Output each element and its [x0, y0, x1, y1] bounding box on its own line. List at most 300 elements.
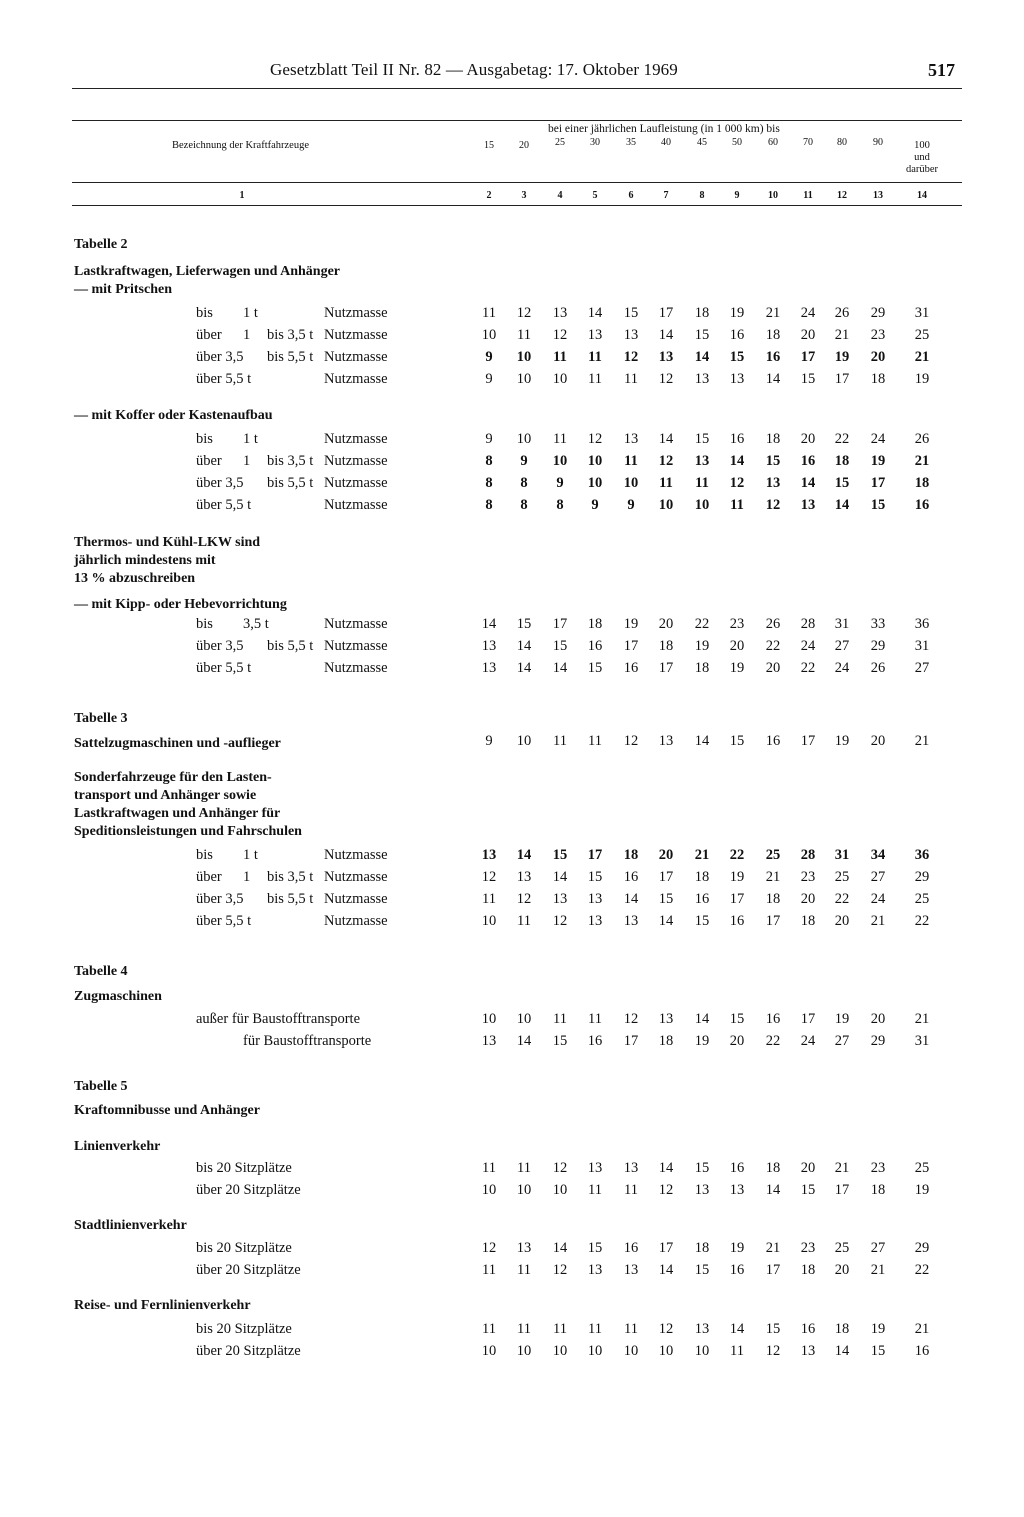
rate-cell: 11	[588, 1182, 602, 1198]
table-row	[0, 913, 1024, 933]
header-rule	[72, 88, 962, 89]
rate-cell: 10	[516, 1011, 532, 1027]
rate-cell: 10	[516, 1182, 532, 1198]
row-label-part: Nutzmasse	[324, 497, 388, 513]
row-label-part: über 3,5	[196, 638, 244, 654]
rate-cell: 29	[870, 1033, 886, 1049]
row-label-part: bis 5,5 t	[267, 475, 314, 491]
rate-cell: 10	[552, 1343, 568, 1359]
rate-cell: 9	[520, 453, 528, 469]
note-line: jährlich mindestens mit	[74, 553, 216, 568]
rate-cell: 18	[800, 913, 816, 929]
rate-cell: 10	[481, 913, 497, 929]
section-title: Lastkraftwagen und Anhänger für	[74, 806, 281, 821]
rate-cell: 22	[800, 660, 816, 676]
note-line: Thermos- und Kühl-LKW sind	[74, 535, 261, 550]
rate-cell: 11	[624, 453, 638, 469]
rate-cell: 11	[730, 497, 744, 513]
table-row	[0, 616, 1024, 636]
rate-cell: 25	[914, 1160, 930, 1176]
rate-cell: 15	[587, 1240, 603, 1256]
rate-cell: 24	[870, 891, 886, 907]
rate-cell: 16	[914, 497, 930, 513]
label-column-header: Bezeichnung der Kraftfahrzeuge	[172, 140, 310, 151]
rate-cell: 24	[800, 638, 816, 654]
rate-cell: 18	[914, 475, 930, 491]
section-title: Zugmaschinen	[74, 989, 162, 1004]
rate-cell: 17	[800, 349, 816, 365]
column-number: 9	[734, 190, 740, 201]
table-row	[0, 1033, 1024, 1053]
section-title: Lastkraftwagen, Lieferwagen und Anhänger	[74, 264, 341, 279]
rate-cell: 14	[552, 1240, 568, 1256]
rate-cell: 12	[623, 349, 639, 365]
rate-cell: 9	[485, 733, 493, 749]
rate-cell: 8	[485, 497, 493, 513]
section-title: transport und Anhänger sowie	[74, 788, 257, 803]
table-row	[0, 733, 1024, 753]
rate-cell: 10	[552, 1182, 568, 1198]
rate-cell: 17	[765, 1262, 781, 1278]
mileage-bin: 40	[661, 137, 671, 148]
rate-cell: 31	[834, 847, 850, 863]
rate-cell: 15	[552, 638, 568, 654]
rate-cell: 15	[729, 733, 745, 749]
row-label-part: über 3,5	[196, 349, 244, 365]
rate-cell: 11	[553, 1011, 567, 1027]
rate-cell: 22	[694, 616, 710, 632]
rate-cell: 10	[516, 349, 532, 365]
rate-cell: 15	[870, 497, 886, 513]
rate-cell: 13	[623, 431, 639, 447]
column-number: 4	[557, 190, 563, 201]
rate-cell: 22	[834, 431, 850, 447]
rate-cell: 25	[914, 891, 930, 907]
rate-cell: 13	[587, 327, 603, 343]
rate-cell: 13	[623, 1262, 639, 1278]
rate-cell: 12	[552, 913, 568, 929]
rate-cell: 15	[694, 913, 710, 929]
rate-cell: 13	[516, 1240, 532, 1256]
rate-cell: 13	[694, 1182, 710, 1198]
rate-cell: 16	[623, 660, 639, 676]
table-row	[0, 638, 1024, 658]
rate-cell: 10	[587, 453, 603, 469]
rate-cell: 17	[658, 1240, 674, 1256]
row-label-part: über 5,5 t	[196, 660, 252, 676]
rate-cell: 18	[694, 869, 710, 885]
rate-cell: 13	[481, 638, 497, 654]
rate-cell: 20	[834, 1262, 850, 1278]
rate-cell: 13	[516, 869, 532, 885]
rate-cell: 15	[765, 453, 781, 469]
rate-cell: 20	[834, 913, 850, 929]
rate-cell: 21	[834, 1160, 850, 1176]
rate-cell: 18	[694, 1240, 710, 1256]
rate-cell: 12	[765, 1343, 781, 1359]
table-row	[0, 1343, 1024, 1363]
column-number: 6	[628, 190, 634, 201]
rate-cell: 22	[914, 1262, 930, 1278]
row-label-part: über 5,5 t	[196, 497, 252, 513]
section-title: Sonderfahrzeuge für den Lasten-	[74, 770, 272, 785]
rate-cell: 19	[729, 660, 745, 676]
rate-cell: 13	[729, 1182, 745, 1198]
rate-cell: 15	[834, 475, 850, 491]
rate-cell: 11	[482, 305, 496, 321]
rate-cell: 16	[623, 1240, 639, 1256]
rate-cell: 13	[729, 371, 745, 387]
row-label-part: Nutzmasse	[324, 913, 388, 929]
row-label-part: bis 5,5 t	[267, 891, 314, 907]
row-label-part: 3,5 t	[243, 616, 269, 632]
rate-cell: 19	[729, 869, 745, 885]
rate-cell: 19	[914, 371, 930, 387]
column-number: 7	[663, 190, 669, 201]
rate-cell: 27	[870, 1240, 886, 1256]
subsection-title: Linienverkehr	[74, 1139, 161, 1154]
rate-cell: 12	[587, 431, 603, 447]
subsection-title: Reise- und Fernlinienverkehr	[74, 1298, 251, 1313]
rate-cell: 21	[914, 1011, 930, 1027]
rate-cell: 13	[481, 660, 497, 676]
table-row	[0, 847, 1024, 867]
rate-cell: 18	[694, 660, 710, 676]
table-row	[0, 371, 1024, 391]
note-line: 13 % abzuschreiben	[74, 571, 196, 586]
subsection-title: Stadtlinienverkehr	[74, 1218, 187, 1233]
rate-cell: 14	[694, 349, 710, 365]
rate-cell: 14	[658, 913, 674, 929]
section-title: Sattelzugmaschinen und -auflieger	[74, 736, 281, 751]
rate-cell: 12	[623, 733, 639, 749]
rate-cell: 11	[624, 371, 638, 387]
rate-cell: 12	[623, 1011, 639, 1027]
column-number: 3	[521, 190, 527, 201]
table-row	[0, 869, 1024, 889]
rate-cell: 25	[765, 847, 781, 863]
rate-cell: 13	[552, 891, 568, 907]
rate-cell: 17	[658, 305, 674, 321]
row-label-part: über 3,5	[196, 891, 244, 907]
column-number: 8	[699, 190, 705, 201]
rate-cell: 17	[834, 371, 850, 387]
table-row	[0, 431, 1024, 451]
rate-cell: 11	[553, 349, 567, 365]
rate-cell: 26	[870, 660, 886, 676]
rate-cell: 11	[517, 913, 531, 929]
rate-cell: 16	[800, 1321, 816, 1337]
row-label-part: Nutzmasse	[324, 327, 388, 343]
section-title: Kraftomnibusse und Anhänger	[74, 1103, 260, 1118]
rate-cell: 17	[658, 660, 674, 676]
rate-cell: 11	[588, 1321, 602, 1337]
rate-cell: 12	[481, 1240, 497, 1256]
rate-cell: 22	[765, 638, 781, 654]
rate-cell: 19	[870, 1321, 886, 1337]
rate-cell: 15	[623, 305, 639, 321]
row-label: bis 20 Sitzplätze	[196, 1160, 292, 1176]
rate-cell: 28	[800, 847, 816, 863]
rate-cell: 11	[588, 733, 602, 749]
rate-cell: 17	[834, 1182, 850, 1198]
rate-cell: 15	[516, 616, 532, 632]
row-label-part: über 5,5 t	[196, 371, 252, 387]
table-row	[0, 660, 1024, 680]
rate-cell: 8	[485, 453, 493, 469]
rate-cell: 9	[485, 349, 493, 365]
rate-cell: 10	[516, 371, 532, 387]
rate-cell: 11	[482, 1321, 496, 1337]
row-label-part: über	[196, 327, 222, 343]
rate-cell: 13	[694, 371, 710, 387]
rate-cell: 9	[627, 497, 635, 513]
rate-cell: 14	[765, 371, 781, 387]
rate-cell: 14	[516, 847, 532, 863]
rate-cell: 18	[658, 1033, 674, 1049]
mileage-bin: 50	[732, 137, 742, 148]
rate-cell: 11	[588, 1011, 602, 1027]
rate-cell: 14	[516, 660, 532, 676]
rate-cell: 21	[870, 1262, 886, 1278]
table-heading: Tabelle 4	[74, 964, 128, 979]
rate-cell: 12	[765, 497, 781, 513]
rate-cell: 20	[870, 1011, 886, 1027]
mileage-bin: 60	[768, 137, 778, 148]
rate-cell: 14	[658, 1262, 674, 1278]
rate-cell: 15	[658, 891, 674, 907]
rate-cell: 16	[765, 733, 781, 749]
rate-cell: 14	[552, 660, 568, 676]
rate-cell: 13	[587, 1262, 603, 1278]
rate-cell: 10	[481, 1343, 497, 1359]
rate-cell: 9	[485, 431, 493, 447]
rate-cell: 15	[765, 1321, 781, 1337]
rate-cell: 31	[834, 616, 850, 632]
rate-cell: 18	[658, 638, 674, 654]
rate-cell: 17	[765, 913, 781, 929]
rate-cell: 16	[765, 1011, 781, 1027]
rate-cell: 12	[552, 1262, 568, 1278]
row-label: über 20 Sitzplätze	[196, 1343, 301, 1359]
rate-cell: 14	[834, 1343, 850, 1359]
table-row	[0, 891, 1024, 911]
rate-cell: 21	[765, 1240, 781, 1256]
rate-cell: 20	[870, 349, 886, 365]
page-number: 517	[928, 60, 955, 80]
rate-cell: 11	[517, 1160, 531, 1176]
rate-cell: 9	[556, 475, 564, 491]
rate-cell: 20	[870, 733, 886, 749]
section-title: Speditionsleistungen und Fahrschulen	[74, 824, 302, 839]
rate-cell: 27	[870, 869, 886, 885]
rate-cell: 20	[800, 327, 816, 343]
rate-cell: 16	[623, 869, 639, 885]
rate-cell: 22	[729, 847, 745, 863]
last-bin-line: 100	[914, 140, 930, 151]
table-row	[0, 475, 1024, 495]
rate-cell: 10	[623, 1343, 639, 1359]
rate-cell: 27	[834, 638, 850, 654]
column-number: 5	[592, 190, 598, 201]
row-label-part: über 3,5	[196, 475, 244, 491]
mileage-bin: 70	[803, 137, 813, 148]
row-label-part: 1	[243, 453, 251, 469]
rate-cell: 10	[552, 371, 568, 387]
rate-cell: 13	[694, 1321, 710, 1337]
rate-cell: 10	[694, 497, 710, 513]
rate-cell: 12	[729, 475, 745, 491]
rate-cell: 13	[623, 1160, 639, 1176]
rate-cell: 11	[517, 1321, 531, 1337]
row-label-part: bis	[196, 616, 213, 632]
rate-cell: 21	[914, 453, 930, 469]
table-row	[0, 327, 1024, 347]
row-label-part: bis 3,5 t	[267, 327, 314, 343]
rate-cell: 12	[658, 1182, 674, 1198]
rate-cell: 18	[765, 327, 781, 343]
rate-cell: 10	[623, 475, 639, 491]
mileage-bin: 20	[519, 140, 529, 151]
rate-cell: 20	[800, 1160, 816, 1176]
rate-cell: 9	[591, 497, 599, 513]
rate-cell: 18	[870, 371, 886, 387]
rate-cell: 12	[552, 1160, 568, 1176]
rate-cell: 11	[624, 1182, 638, 1198]
rate-cell: 21	[834, 327, 850, 343]
rate-cell: 36	[914, 616, 930, 632]
rate-cell: 13	[481, 1033, 497, 1049]
rate-cell: 16	[587, 1033, 603, 1049]
rate-cell: 19	[834, 1011, 850, 1027]
rate-cell: 14	[516, 638, 532, 654]
rate-cell: 11	[482, 1262, 496, 1278]
rate-cell: 10	[481, 327, 497, 343]
rate-cell: 10	[587, 1343, 603, 1359]
rate-cell: 16	[765, 349, 781, 365]
rate-cell: 14	[658, 327, 674, 343]
rate-cell: 10	[516, 431, 532, 447]
table-row	[0, 1321, 1024, 1341]
row-label-part: Nutzmasse	[324, 891, 388, 907]
row-label: über 20 Sitzplätze	[196, 1182, 301, 1198]
column-number: 14	[917, 190, 927, 201]
rate-cell: 23	[729, 616, 745, 632]
rate-cell: 13	[765, 475, 781, 491]
table-heading: Tabelle 3	[74, 711, 128, 726]
row-label-part: 1 t	[243, 847, 258, 863]
rate-cell: 16	[587, 638, 603, 654]
rate-cell: 18	[834, 1321, 850, 1337]
rate-cell: 25	[834, 869, 850, 885]
column-number: 2	[486, 190, 492, 201]
mileage-bin: 35	[626, 137, 636, 148]
rate-cell: 13	[694, 453, 710, 469]
table-row	[0, 497, 1024, 517]
rate-cell: 10	[481, 1182, 497, 1198]
column-number: 1	[239, 190, 245, 201]
rate-cell: 18	[834, 453, 850, 469]
rate-cell: 21	[765, 305, 781, 321]
column-number: 13	[873, 190, 883, 201]
rate-cell: 14	[658, 1160, 674, 1176]
rate-cell: 11	[588, 349, 602, 365]
rate-cell: 10	[516, 733, 532, 749]
row-label-part: Nutzmasse	[324, 349, 388, 365]
rate-cell: 15	[552, 847, 568, 863]
rate-cell: 28	[800, 616, 816, 632]
rate-cell: 15	[694, 327, 710, 343]
rate-cell: 25	[834, 1240, 850, 1256]
column-number: 10	[768, 190, 778, 201]
rate-cell: 21	[694, 847, 710, 863]
column-number: 12	[837, 190, 847, 201]
rate-cell: 9	[485, 371, 493, 387]
rate-cell: 12	[658, 371, 674, 387]
rate-cell: 23	[800, 869, 816, 885]
mileage-bin: 45	[697, 137, 707, 148]
rate-cell: 14	[552, 869, 568, 885]
rate-cell: 20	[729, 1033, 745, 1049]
rate-cell: 17	[552, 616, 568, 632]
rate-cell: 36	[914, 847, 930, 863]
rate-cell: 14	[729, 453, 745, 469]
table-row	[0, 453, 1024, 473]
rate-cell: 13	[800, 1343, 816, 1359]
rate-cell: 8	[556, 497, 564, 513]
rate-cell: 24	[800, 305, 816, 321]
table-top-rule	[72, 120, 962, 121]
row-label-part: bis	[196, 847, 213, 863]
row-label-part: Nutzmasse	[324, 660, 388, 676]
rate-cell: 15	[587, 869, 603, 885]
rate-cell: 17	[800, 733, 816, 749]
rate-cell: 34	[870, 847, 886, 863]
rate-cell: 10	[552, 453, 568, 469]
rate-cell: 11	[482, 1160, 496, 1176]
row-label-part: Nutzmasse	[324, 847, 388, 863]
subsection-title: — mit Pritschen	[74, 282, 172, 297]
rate-cell: 23	[800, 1240, 816, 1256]
rate-cell: 15	[870, 1343, 886, 1359]
rate-cell: 10	[658, 497, 674, 513]
rate-cell: 14	[834, 497, 850, 513]
rate-cell: 22	[834, 891, 850, 907]
rate-cell: 26	[834, 305, 850, 321]
rate-cell: 23	[870, 1160, 886, 1176]
row-label-part: Nutzmasse	[324, 638, 388, 654]
rate-cell: 14	[800, 475, 816, 491]
rate-cell: 18	[694, 305, 710, 321]
mileage-caption: bei einer jährlichen Laufleistung (in 1 000 km) bis	[548, 123, 780, 135]
rate-cell: 14	[694, 733, 710, 749]
subsection-title: — mit Kipp- oder Hebevorrichtung	[74, 597, 287, 612]
table-heading: Tabelle 2	[74, 237, 128, 252]
rate-cell: 18	[587, 616, 603, 632]
rate-cell: 31	[914, 1033, 930, 1049]
rate-cell: 15	[800, 1182, 816, 1198]
rate-cell: 16	[800, 453, 816, 469]
rate-cell: 14	[623, 891, 639, 907]
rate-cell: 15	[729, 349, 745, 365]
row-label-part: über 5,5 t	[196, 913, 252, 929]
rate-cell: 14	[765, 1182, 781, 1198]
rate-cell: 24	[834, 660, 850, 676]
rate-cell: 10	[694, 1343, 710, 1359]
last-bin-line: darüber	[905, 164, 939, 175]
row-label-part: bis 3,5 t	[267, 869, 314, 885]
rate-cell: 19	[694, 1033, 710, 1049]
